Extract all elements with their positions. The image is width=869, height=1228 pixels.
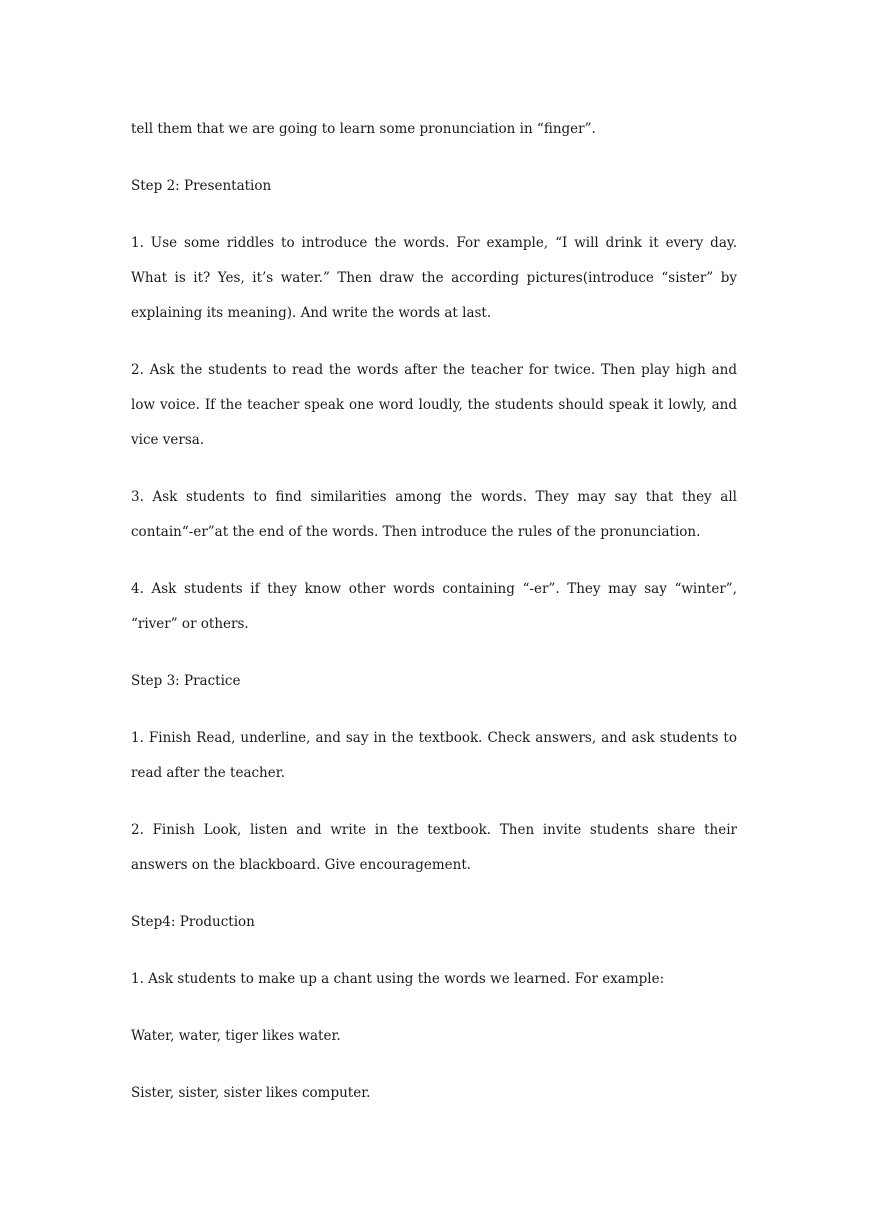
paragraph-practice-1: 1. Finish Read, underline, and say in the textbook. Check answers, and ask students to read after the teacher. [131,730,737,781]
heading-step-3: Step 3: Practice [131,673,241,689]
paragraph-practice-2: 2. Finish Look, listen and write in the textbook. Then invite students share their answers on the blackboard. Give encouragement. [131,822,737,873]
paragraph-presentation-1: 1. Use some riddles to introduce the words. For example, “I will drink it every day. What is it? Yes, it’s water.” Then draw the according pictures(introduce “sister” by explaining its meaning). And write the words at last. [131,235,737,321]
paragraph-intro-continuation: tell them that we are going to learn some pronunciation in “finger”. [131,121,596,137]
paragraph-presentation-2: 2. Ask the students to read the words after the teacher for twice. Then play high and low voice. If the teacher speak one word loudly, the students should speak it lowly, and vice versa. [131,362,737,448]
paragraph-presentation-3: 3. Ask students to find similarities among the words. They may say that they all contain“-er”at the end of the words. Then introduce the rules of the pronunciation. [131,489,737,540]
chant-line-1: Water, water, tiger likes water. [131,1028,341,1044]
paragraph-presentation-4: 4. Ask students if they know other words containing “-er”. They may say “winter”, “river” or others. [131,581,737,632]
paragraph-production-1: 1. Ask students to make up a chant using the words we learned. For example: [131,971,665,987]
heading-step-4: Step4: Production [131,914,255,930]
document-page [131,112,737,1133]
chant-line-2: Sister, sister, sister likes computer. [131,1085,371,1101]
heading-step-2: Step 2: Presentation [131,178,272,194]
